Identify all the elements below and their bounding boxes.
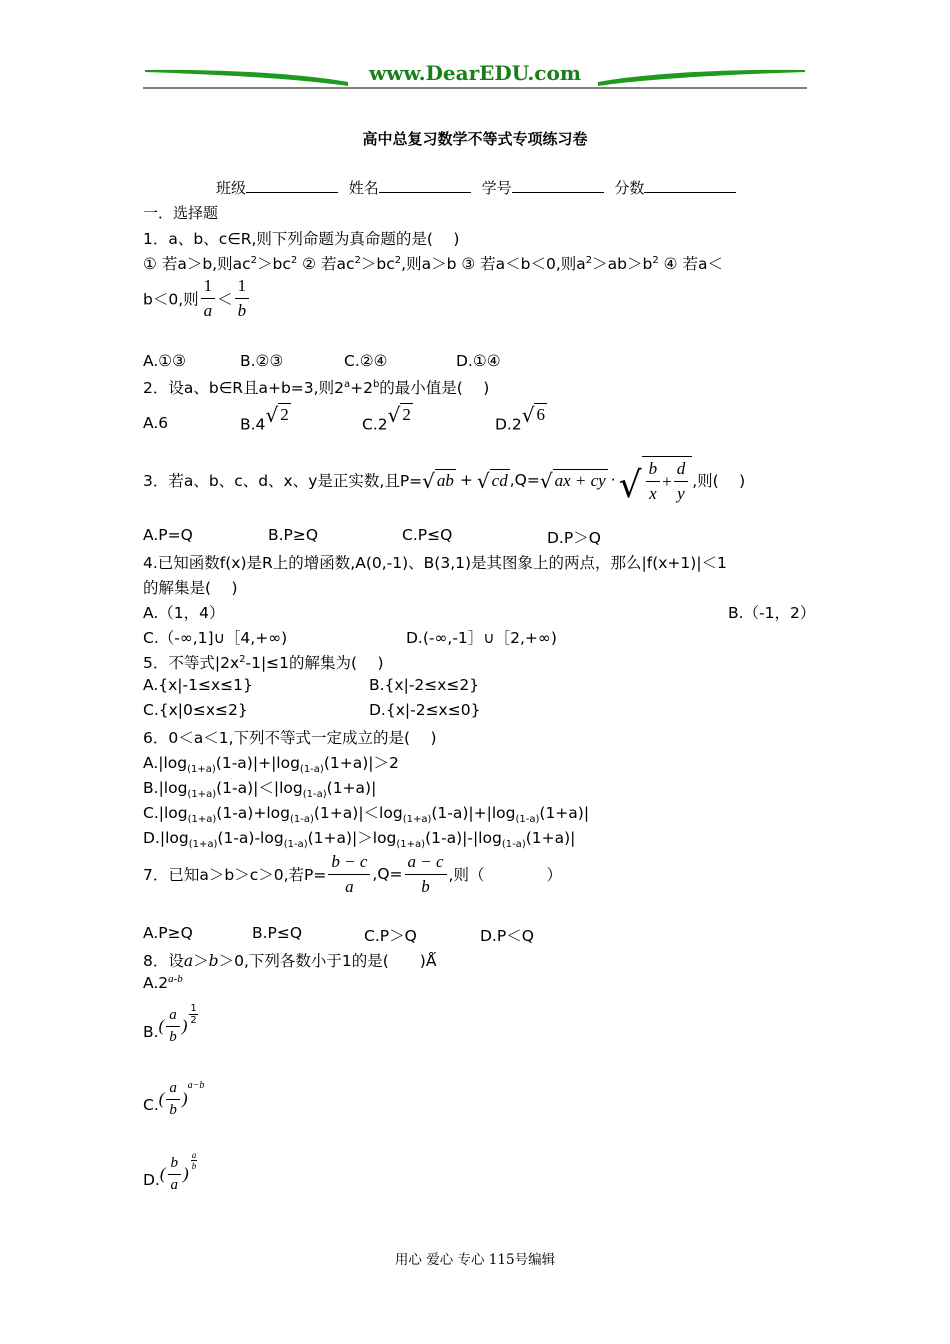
q4-option-a[interactable]: A.（1，4） [143, 604, 225, 622]
q2-stem: 2．设a、b∈R且a+b=3,则$2^a+2^b$的最小值是( ) [143, 378, 490, 397]
id-field[interactable] [512, 178, 604, 193]
sqrt-icon: √ [521, 403, 535, 427]
q1-statement-4: b＜0,则 $\frac{1}{a}$ ＜ $\frac{1}{b}$ [143, 276, 251, 321]
q7-option-a[interactable]: A.P≥Q [143, 924, 193, 942]
q4-option-d[interactable]: D.(-∞,-1］∪［2,+∞) [406, 629, 557, 647]
page-footer: 用心 爱心 专心 115号编辑 [394, 1252, 556, 1268]
q6-stem: 6．0＜a＜1,下列不等式一定成立的是( ) [143, 729, 437, 747]
header-logo [143, 60, 807, 94]
q3-option-c[interactable]: C.P≤Q [402, 526, 453, 544]
id-label: 学号 [481, 179, 512, 197]
section-heading: 一．选择题 [143, 204, 219, 222]
q2-option-b[interactable]: B.4 √ 2 [240, 403, 289, 434]
q5-option-a[interactable]: A.{x|-1≤x≤1} [143, 676, 253, 694]
class-field[interactable] [246, 178, 338, 193]
q7-option-d[interactable]: D.P＜Q [480, 927, 534, 945]
q4-option-c[interactable]: C.（-∞,1]∪［4,+∞) [143, 629, 288, 647]
sqrt-icon: √ [265, 403, 279, 427]
q1-option-d[interactable]: D.①④ [456, 352, 501, 370]
q8-option-a[interactable]: A.2$^{a-b}$ [143, 973, 183, 992]
q3-option-d[interactable]: D.P＞Q [547, 529, 601, 547]
q4-stem-line1: 4.已知函数f(x)是R上的增函数,A(0,-1)、B(3,1)是其图象上的两点，那么|f(x+1)|＜1 [143, 554, 727, 572]
sqrt-icon: √ [387, 403, 401, 427]
q7-stem: 7．已知a＞b＞c＞0,若P= $\frac{b - c}{a}$ ,Q= $\frac{a - c}{b}$ ,则（ ） [143, 851, 562, 896]
logo-text: www.DearEDU.com [368, 61, 581, 85]
score-field[interactable] [644, 178, 736, 193]
q8-stem: 8．设a＞b＞0,下列各数小于1的是( )Ǻ [143, 952, 437, 970]
student-info [216, 177, 742, 198]
fraction: $\frac{1}{b}$ [235, 276, 250, 321]
q2-option-c[interactable]: C.2 √ 2 [362, 403, 411, 434]
q4-stem-line2: 的解集是( ) [143, 579, 238, 597]
q5-option-b[interactable]: B.{x|-2≤x≤2} [369, 676, 480, 694]
sqrt-icon: √ [539, 469, 553, 493]
q7-option-b[interactable]: B.P≤Q [252, 924, 303, 942]
q5-option-c[interactable]: C.{x|0≤x≤2} [143, 701, 248, 719]
name-label: 姓名 [348, 179, 379, 197]
q2-option-d[interactable]: D.2 √ 6 [495, 403, 545, 434]
q5-option-d[interactable]: D.{x|-2≤x≤0} [369, 701, 481, 719]
sqrt-icon: √ [422, 469, 435, 493]
sqrt-icon: √ [618, 465, 642, 506]
fraction: $\frac{1}{a}$ [201, 276, 216, 321]
fraction: $\frac{b - c}{a}$ [328, 852, 370, 897]
q4-option-b[interactable]: B.（-1，2） [728, 604, 816, 622]
q3-stem: 3．若a、b、c、d、x、y是正实数,且P= √ ab + √ cd ,Q= √ ax + cy · √ $\frac{b}{x}$ + $\frac{d}{y}$ ,则( ) [143, 452, 745, 508]
sqrt-icon: √ [476, 469, 490, 493]
q6-option-c[interactable]: $C.|\log_{(1+a)}(1-a)+\log_{(1-a)}(1+a)|<\log_{(1+a)}(1-a)|+|\log_{(1-a)}(1+a)|$ [143, 804, 590, 826]
q1-statements: ① 若a＞b,则$ac^2>bc^2$ ② 若$ac^2>bc^2$,则a＞b ③ 若a＜b＜0,则$a^2>ab>b^2$ ④ 若a＜ [143, 254, 723, 273]
q3-option-a[interactable]: A.P=Q [143, 526, 193, 544]
q6-option-d[interactable]: $D.|\log_{(1+a)}(1-a)-\log_{(1-a)}(1+a)|>\log_{(1+a)}(1-a)|-|\log_{(1-a)}(1+a)|$ [143, 829, 576, 851]
q8-option-b[interactable]: B. ( $\frac{a}{b}$ ) $\frac{1}{2}$ [143, 1003, 197, 1045]
q6-option-b[interactable]: $B.|\log_{(1+a)}(1-a)|<|\log_{(1-a)}(1+a)|$ [143, 779, 377, 801]
class-label: 班级 [216, 179, 247, 197]
fraction: $\frac{a - c}{b}$ [405, 852, 447, 897]
q1-option-a[interactable]: A.①③ [143, 352, 187, 370]
q3-option-b[interactable]: B.P≥Q [268, 526, 319, 544]
name-field[interactable] [379, 178, 471, 193]
q2-option-a[interactable]: A.6 [143, 414, 169, 432]
q5-stem: 5．不等式$|2x^2-1|\le 1$的解集为( ) [143, 653, 384, 672]
q1-option-b[interactable]: B.②③ [240, 352, 284, 370]
page-title: 高中总复习数学不等式专项练习卷 [362, 130, 588, 148]
q6-option-a[interactable]: $A.|\log_{(1+a)}(1-a)|+|\log_{(1-a)}(1+a)|>2$ [143, 754, 399, 776]
score-label: 分数 [614, 179, 645, 197]
q8-option-d[interactable]: D. ( $\frac{b}{a}$ ) $\frac{a}{b}$ [143, 1150, 197, 1193]
q1-stem: 1．a、b、c∈R,则下列命题为真命题的是( ) [143, 230, 460, 248]
q7-option-c[interactable]: C.P＞Q [364, 927, 417, 945]
q8-option-c[interactable]: C. ( $\frac{a}{b}$ ) a−b [143, 1079, 205, 1118]
q1-option-c[interactable]: C.②④ [344, 352, 388, 370]
